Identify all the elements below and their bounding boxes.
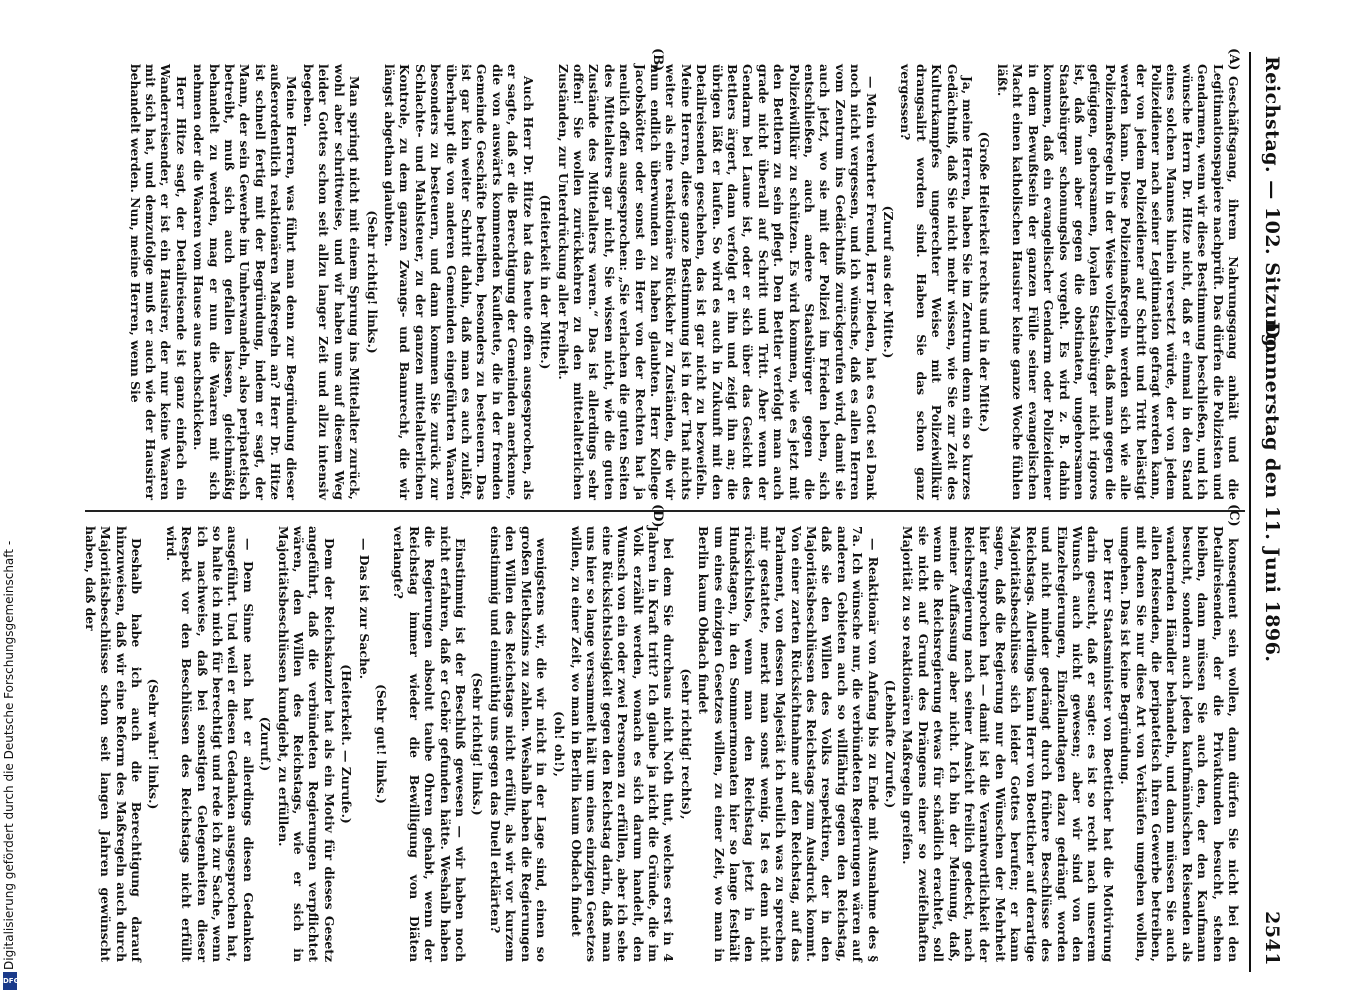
paragraph: Dem der Reichskanzler hat als ein Motiv für dieses Gesetz angeführt, daß die verbündeten Regierungen verpflichtet wären, den Willen des Reichstags, wie er sich in Majoritätsbeschlüssen kundgiebt, zu erfüllen. [275, 526, 337, 962]
paragraph: (Heiterkeit in der Mitte.) [538, 194, 554, 370]
margin-letter-a: (A) [1226, 48, 1241, 71]
paragraph: Man springt nicht mit einem Sprung ins Mittelalter zurück, wohl aber schrittweise, und wir haben uns auf diesem Weg leider Gottes schon seit allzu langer Zeit und allzu intensiv begeben. [301, 64, 363, 500]
margin-letter-b: (B) [650, 48, 665, 72]
right-text-column [82, 526, 1241, 962]
paragraph: (Lebhafte Zurufe.) [883, 679, 899, 809]
paragraph: (Sehr gut! links.) [374, 684, 390, 804]
header-session: Reichstag. — 102. Sitzung. [1261, 56, 1283, 355]
header-date: Donnerstag den 11. Juni 1896. [1261, 322, 1283, 663]
funding-note-text: Digitalisierung gefördert durch die Deutsche Forschungsgemeinschaft - [2, 540, 16, 970]
paragraph: Meine Herren, was führt man denn zur Begründung dieser außerordentlich reaktionären Maßregeln an? Herr Dr. Hitze ist schnell fertig mit der Begründung, indem er sagt, der Mann, der sein Gewerbe im Umherwandeln, also peripatetisch betreibt, muß sich auch gefallen lassen, gleichmäßig behandelt zu werden, mag er nun die Waaren mit sich nehmen oder die Waaren vom Hause aus nachschicken. [191, 64, 299, 500]
paragraph: Geschäftsgang, ihrem Nahrungsgang anhält und die Legitimationspapiere nachprüft. Das dürfen die Polizisten und Gendarmen, wenn wir diese Bestimmung beschließen, und ich wünsche Herrn Dr. Hitze nicht, daß er einmal in den Stand eines solchen Mannes hinein versetzt würde, der von jedem Polizeidiener nach seiner Legitimation gefragt werden kann, der von jedem Polizeidiener auf Schritt und Tritt belästigt werden kann. Diese Polizeimaßregeln werden sich wie alle Polizeimaßregeln in der Weise vollziehen, daß man gegen die gefügigen, gehorsamen, loyalen Staatsbürger nicht rigoros ist, daß man aber gegen die obstinaten, ungehorsamen Staatsbürger schonungslos vorgeht. Es wird z. B. dahin kommen, daß ein evangelischer Gendarm oder Polizeidiener in dem Bewußtsein der ganzen Fülle seiner evangelischen Macht einen katholischen Hausirer keine ganze Woche fühlen läßt. [994, 64, 1241, 500]
paragraph: konsequent sein wollen, dann dürfen Sie nicht bei den Detailreisenden, der die Privatkunden besucht, stehen bleiben, dann müssen Sie auch den, der den Kaufmann besucht, sondern auch jeden kaufmännischen Reisenden als wandernden Händler behandeln, und dann müssen Sie auch allen Reisenden, die peripatetisch ihren Gewerbe betreiben, mit denen Sie nur diese Art von Verkäufen umgehen wollen, umgehen. Das ist keine Begründung. [1118, 526, 1241, 962]
paragraph: Einstimmig ist der Beschluß gewesen — wir haben noch nicht erfahren, daß er Gehör gefunden hätte. Weshalb haben die Regierungen absolut taube Ohren gehabt, wenn der Reichstag immer wieder die Bewilligung von Diäten verlangte? [391, 526, 469, 962]
paragraph: wenigstens wir, die wir nicht in der Lage sind, einen so großen Miethszins zu zahlen. Weshalb haben die Regierungen den Willen des Reichstags nicht erfüllt, als wir vor kurzem einstimmig und einmüthig uns gegen das Duell erklärten? [487, 526, 550, 962]
digitization-note [0, 0, 22, 1000]
paragraph: (oh! oh!), [551, 711, 567, 777]
paragraph: (Heiterkeit. — Zurufe.) [339, 664, 355, 824]
page-number: 2541 [1261, 911, 1283, 966]
paragraph: Der Herr Staatsminister von Boetticher hat die Motivirung darin gesucht, daß er sagte: es ist so recht nach unserem Wunsch auch nicht gewesen; aber wir sind von den Einzelregierungen, Einzellandtagen dazu gedrängt worden und nicht minder gedrängt durch frühere Beschlüsse des Reichstags. Allerdings kann Herr von Boetticher auf derartige Majoritätsbeschlüsse sich leider Gottes berufen; er kann sagen, daß die Regierung nur den Wünschen der Mehrheit hier entsprochen hat — damit ist die Verantwortlichkeit der Reichsregierung nach seiner Ansicht freilich gedeckt, nach meiner Auffassung aber nicht. Ich bin der Meinung, daß, wenn die Reichsregierung etwas für schädlich erachtet, soll sie nicht auf Grund des Drängens einer so zweifelhaften Majorität zu so reaktionären Maßregeln greifen. [900, 526, 1116, 962]
margin-letter-c: (C) [1226, 504, 1241, 527]
page-header [1251, 52, 1285, 972]
dfg-logo: DFG [3, 972, 17, 990]
paragraph: (Zuruf.) [258, 716, 274, 772]
margin-letter-d: (D) [650, 504, 665, 528]
paragraph: — Reaktionär von Anfang bis zu Ende mit Ausnahme des § 7a. Ich wünsche nur, die verbündeten Regierungen wären auf anderen Gebieten auch so willfährig gegen den Reichstag, daß sie den Willen des Volks respektiren, der in den Majoritätsbeschlüssen des Reichstags zum Ausdruck kommt. Von einer zarten Rücksichtnahme auf den Reichstag, auf das Parlament, von dessen Majestät ich neulich was zu sprechen mir gestattete, merkt man sonst wenig. Ist es denn nicht rücksichtslos, wenn man den Reichstag jetzt in den Hundstagen, in den Sommermonaten hier so lange festhält um eines einzigen Gesetzes willen, zu einer Zeit, wo man in Berlin kaum Obdach findet [696, 526, 881, 962]
paragraph: — Dem Sinne nach hat er allerdings diesen Gedanken ausgeführt. Und weil er diesen Gedanken ausgesprochen hat, so halte ich mich für berechtigt und rede ich zur Sache, wenn ich nachweise, daß bei sonstigen Gelegenheiten dieser Respekt vor den Beschlüssen des Reichstags nicht erfüllt wird. [163, 526, 256, 962]
paragraph: — Das ist zur Sache. [356, 538, 372, 680]
left-text-column [91, 64, 1241, 500]
paragraph: (Sehr richtig! links.) [470, 672, 486, 816]
paragraph: (Große Heiterkeit rechts und in der Mitte.) [977, 131, 993, 433]
paragraph: (Sehr wahr! links.) [146, 678, 162, 810]
paragraph: Auch Herr Dr. Hitze hat das heute offen ausgesprochen, als er sagte, daß er die Berechtigung der Gemeinden anerkenne, die von auswärts kommenden Kaufleute, die in der fremden Gemeinde Geschäfte betreiben, besonders zu besteuern. Das ist gar kein weiter Schritt dahin, daß man es auch zuläßt, überhaupt die von anderen Gemeinden eingeführten Waaren besonders zu besteuern, und dann kommen Sie zurück zur Schlachte- und Mahlsteuer, zu der ganzen mittelalterlichen Kontrole, zu dem ganzen Zwangs- und Bannrecht, die wir längst abgethan glaubten. [382, 64, 536, 500]
paragraph: — Mein verehrter Freund, Herr Dieden, hat es Gott sei Dank noch nicht vergessen, und ich wünsche, daß es allen Herren vom Zentrum ins Gedächtniß zurückgerufen wird, damit sie auch jetzt, wo sie mit der Polizei im Frieden leben, sich entschließen, auch andere Staatsbürger gegen die Polizeiwillkür zu schützen. Es wird kommen, wie es jetzt mit den Bettlern zu sein pflegt. Den Bettler verfolgt man auch grade nicht überall auf Schritt und Tritt. Aber wenn der Gendarm bei Laune ist, oder er sich über das Gesicht des Bettlers ärgert, dann verfolgt er ihn und zeigt ihn an; die übrigen läßt er laufen. So wird es auch in Zukunft mit den Detailreisenden geschehen, das ist gar nicht zu bezweifeln. Meine Herren, diese ganze Bestimmung ist in der That nichts weiter als eine reaktionäre Rückkehr zu Zuständen, die wir nun endlich überwunden zu haben glaubten. Herr Kollege Jacobskötter oder sonst ein Herr von der Rechten hat ja neulich offen ausgesprochen: „Sie verlachen die guten Seiten des Mittelalters gar nicht, Sie wissen nicht, wie die guten Zustände des Mittelalters waren.“ Das ist allerdings sehr offen! Sie wollen zurückkehren zu den mittelalterlichen Zuständen, zur Unterdrückung aller Freiheit. [555, 64, 879, 500]
paragraph: Deshalb habe ich auch die Berechtigung darauf hinzuweisen, daß wir eine Reform des Maßregeln auch durch Majoritätsbeschlüsse schon seit langen Jahren gewünscht haben, daß der [82, 526, 144, 962]
paragraph: (Zuruf aus der Mitte.) [881, 205, 897, 359]
paragraph: Herr Hitze sagt, der Detailreisende ist ganz einfach ein Wanderreisender, er ist ein Hausirer, der nur keine Waaren mit sich hat, und demzufolge muß er auch wie der Hausirer behandelt werden. Nun, meine Herren, wenn Sie [127, 64, 189, 500]
paragraph: Ja, meine Herren, haben Sie im Zentrum denn ein so kurzes Gedächtniß, daß Sie nicht mehr wissen, wie Sie zur Zeit des Kulturkampfes ungerechter Weise mit Polizeiwillkür drangsalirt worden sind. Haben Sie das schon ganz vergessen? [898, 64, 976, 500]
paragraph: (sehr richtig! rechts), [678, 668, 694, 820]
header-rule [1249, 52, 1251, 972]
paragraph: bei dem Sie durchaus nicht Noth thut, welches erst in 4 Jahren in Kraft tritt? Ich glaube ja nicht die Gründe, die im Volk erzählt werden, wonach es sich darum handelt, den Wunsch von ein oder zwei Personen zu erfüllen, aber ich sehe eine Rücksichtslosigkeit gegen den Reichstag darin, daß man uns hier so lange versammelt hält um eines einzigen Gesetzes willen, zu einer Zeit, wo man in Berlin kaum Obdach findet [568, 526, 677, 962]
column-divider [85, 510, 1245, 512]
paragraph: (Sehr richtig! links.) [364, 210, 380, 354]
rotated-newspaper-page [82, 48, 1285, 972]
